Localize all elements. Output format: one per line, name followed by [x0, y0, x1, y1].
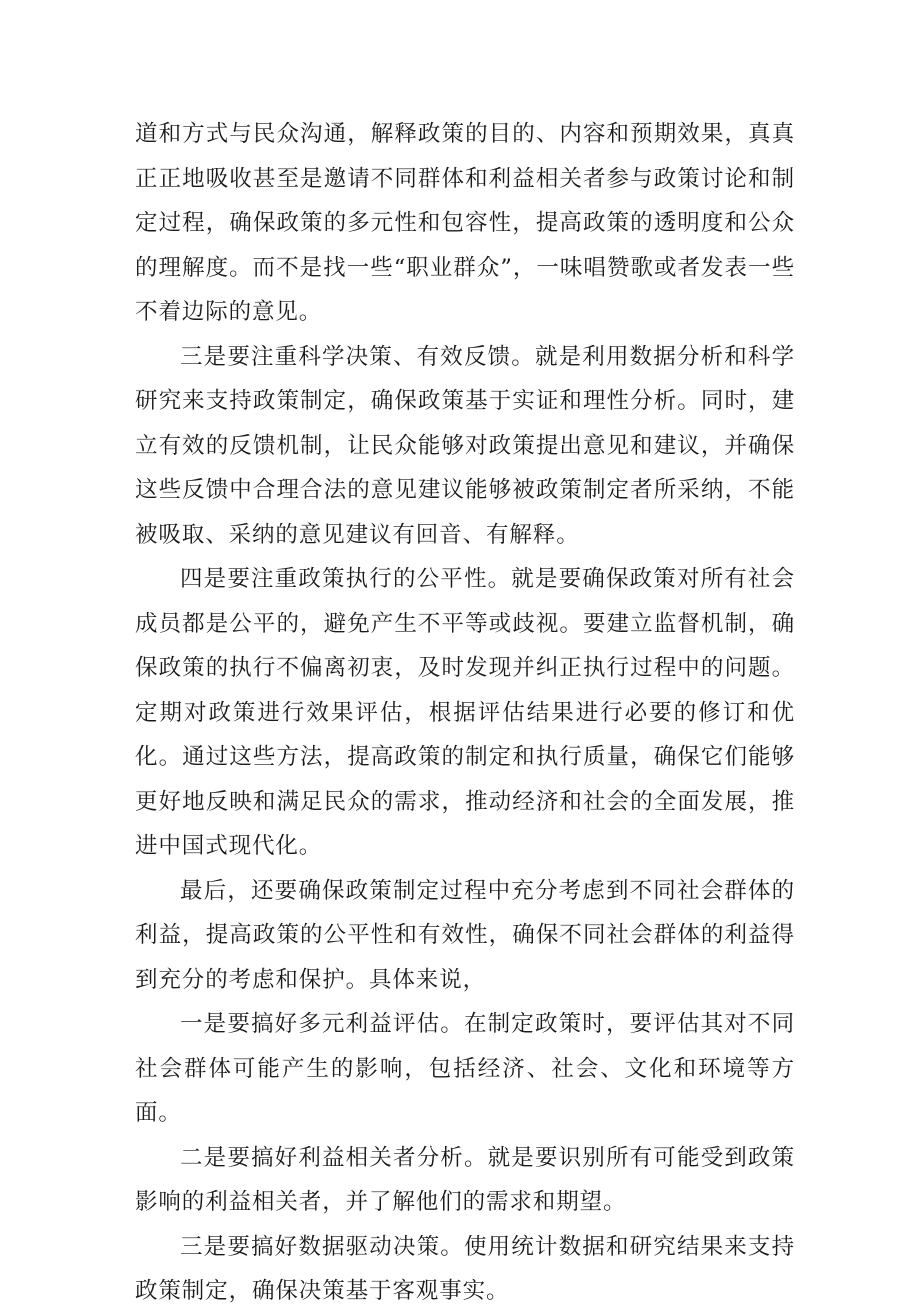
paragraph-finally: 最后，还要确保政策制定过程中充分考虑到不同社会群体的利益，提高政策的公平性和有效性，确保不同社会群体的利益得到充分的考虑和保护。具体来说，: [135, 877, 795, 993]
paragraph-scientific-decision: 三是要注重科学决策、有效反馈。就是利用数据分析和科学研究来支持政策制定，确保政策基于实证和理性分析。同时，建立有效的反馈机制，让民众能够对政策提出意见和建议，并确保这些反馈中合理合法的意见建议能够被政策制定者所采纳，不能被吸取、采纳的意见建议有回音、有解释。: [135, 343, 795, 548]
paragraph-policy-fairness: 四是要注重政策执行的公平性。就是要确保政策对所有社会成员都是公平的，避免产生不平等或歧视。要建立监督机制，确保政策的执行不偏离初衷，及时发现并纠正执行过程中的问题。定期对政策进行效果评估，根据评估结果进行必要的修订和优化。通过这些方法，提高政策的制定和执行质量，确保它们能够更好地反映和满足民众的需求，推动经济和社会的全面发展，推进中国式现代化。: [135, 566, 795, 859]
paragraph-point-one: 一是要搞好多元利益评估。在制定政策时，要评估其对不同社会群体可能产生的影响，包括经济、社会、文化和环境等方面。: [135, 1011, 795, 1126]
document-body: [135, 112, 795, 1314]
paragraph-continuation: 道和方式与民众沟通，解释政策的目的、内容和预期效果，真真正正地吸收甚至是邀请不同群体和利益相关者参与政策讨论和制定过程，确保政策的多元性和包容性，提高政策的透明度和公众的理解度。而不是找一些“职业群众”，一味唱赞歌或者发表一些不着边际的意见。: [135, 121, 795, 325]
paragraph-point-three: 三是要搞好数据驱动决策。使用统计数据和研究结果来支持政策制定，确保决策基于客观事实。: [135, 1233, 795, 1304]
paragraph-point-two: 二是要搞好利益相关者分析。就是要识别所有可能受到政策影响的利益相关者，并了解他们的需求和期望。: [135, 1144, 795, 1215]
